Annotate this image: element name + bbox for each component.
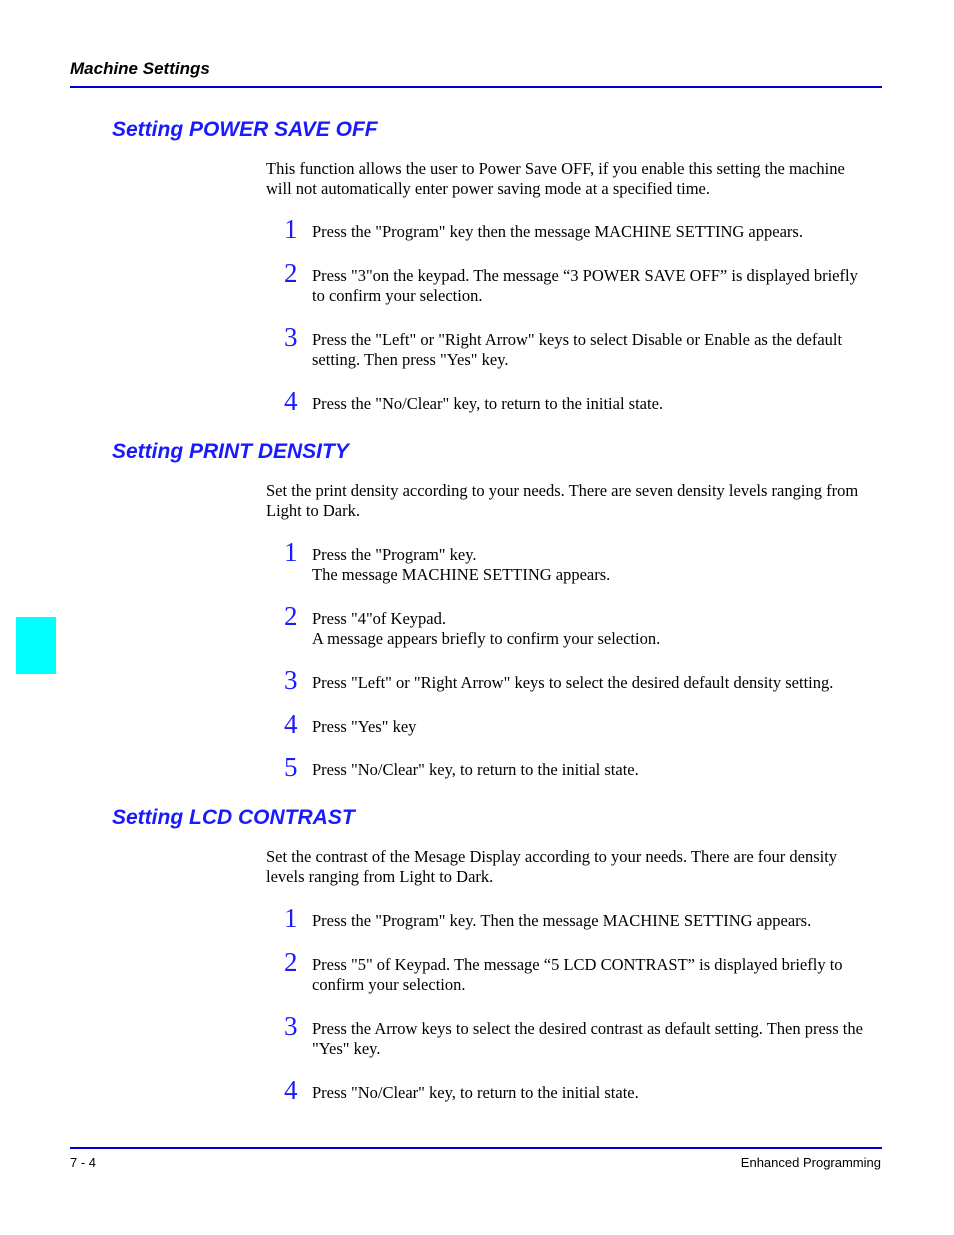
section-intro xyxy=(266,481,886,521)
section-heading-print-density: Setting PRINT DENSITY xyxy=(112,440,349,463)
step-text xyxy=(312,330,884,370)
step-number: 4 xyxy=(284,709,298,739)
step-number: 3 xyxy=(284,322,298,352)
step-number: 2 xyxy=(284,947,298,977)
step-text xyxy=(312,955,884,995)
step-line: A message appears briefly to confirm your selection. xyxy=(312,629,661,648)
step-line: Press the "No/Clear" key, to return to the initial state. xyxy=(312,394,664,413)
step-number: 3 xyxy=(284,1011,298,1041)
step-line: Press "4"of Keypad. xyxy=(312,609,446,628)
step-text xyxy=(312,760,884,780)
step-line: setting. Then press "Yes" key. xyxy=(312,350,509,369)
step-line: Press the "Program" key. Then the message MACHINE SETTING appears. xyxy=(312,911,812,930)
intro-line: Set the print density according to your needs. There are seven density levels ranging from xyxy=(266,481,859,500)
chapter-title: Enhanced Programming xyxy=(740,1155,881,1170)
step-line: Press "5" of Keypad. The message “5 LCD CONTRAST” is displayed briefly to xyxy=(312,955,843,974)
step-number: 1 xyxy=(284,537,298,567)
step-line: Press the "Program" key then the message MACHINE SETTING appears. xyxy=(312,222,803,241)
step-number: 1 xyxy=(284,903,298,933)
step-line: Press the "Left" or "Right Arrow" keys to select Disable or Enable as the default xyxy=(312,330,843,349)
step-line: The message MACHINE SETTING appears. xyxy=(312,565,611,584)
step-text xyxy=(312,911,884,931)
step-number: 5 xyxy=(284,752,298,782)
step-number: 4 xyxy=(284,1075,298,1105)
header-rule xyxy=(70,86,882,88)
step-line: Press "3"on the keypad. The message “3 POWER SAVE OFF” is displayed briefly xyxy=(312,266,858,285)
step-text xyxy=(312,222,884,242)
page-header-title: Machine Settings xyxy=(70,59,210,78)
step-line: Press "Left" or "Right Arrow" keys to select the desired default density setting. xyxy=(312,673,834,692)
step-line: Press "Yes" key xyxy=(312,717,417,736)
step-text xyxy=(312,717,884,737)
intro-line: Light to Dark. xyxy=(266,501,360,520)
step-text xyxy=(312,673,884,693)
step-text xyxy=(312,266,884,306)
intro-line: Set the contrast of the Mesage Display according to your needs. There are four density xyxy=(266,847,838,866)
footer-rule xyxy=(70,1147,882,1149)
step-number: 3 xyxy=(284,665,298,695)
section-heading-power-save-off: Setting POWER SAVE OFF xyxy=(112,118,378,141)
section-intro xyxy=(266,159,886,199)
step-text xyxy=(312,1083,884,1103)
intro-line: will not automatically enter power saving mode at a specified time. xyxy=(266,179,710,198)
step-line: Press the Arrow keys to select the desired contrast as default setting. Then press the xyxy=(312,1019,863,1038)
intro-line: This function allows the user to Power Save OFF, if you enable this setting the machine xyxy=(266,159,845,178)
step-number: 2 xyxy=(284,601,298,631)
step-line: Press "No/Clear" key, to return to the initial state. xyxy=(312,1083,639,1102)
step-number: 1 xyxy=(284,214,298,244)
step-line: Press "No/Clear" key, to return to the initial state. xyxy=(312,760,639,779)
step-line: to confirm your selection. xyxy=(312,286,483,305)
chapter-tab-marker xyxy=(16,617,56,674)
page-number: 7 - 4 xyxy=(70,1155,97,1170)
intro-line: levels ranging from Light to Dark. xyxy=(266,867,494,886)
step-text xyxy=(312,394,884,414)
step-text xyxy=(312,545,884,585)
section-heading-lcd-contrast: Setting LCD CONTRAST xyxy=(112,806,355,829)
section-intro xyxy=(266,847,886,887)
step-line: "Yes" key. xyxy=(312,1039,381,1058)
step-line: Press the "Program" key. xyxy=(312,545,477,564)
step-text xyxy=(312,1019,884,1059)
step-number: 4 xyxy=(284,386,298,416)
step-line: confirm your selection. xyxy=(312,975,466,994)
step-text xyxy=(312,609,884,649)
step-number: 2 xyxy=(284,258,298,288)
